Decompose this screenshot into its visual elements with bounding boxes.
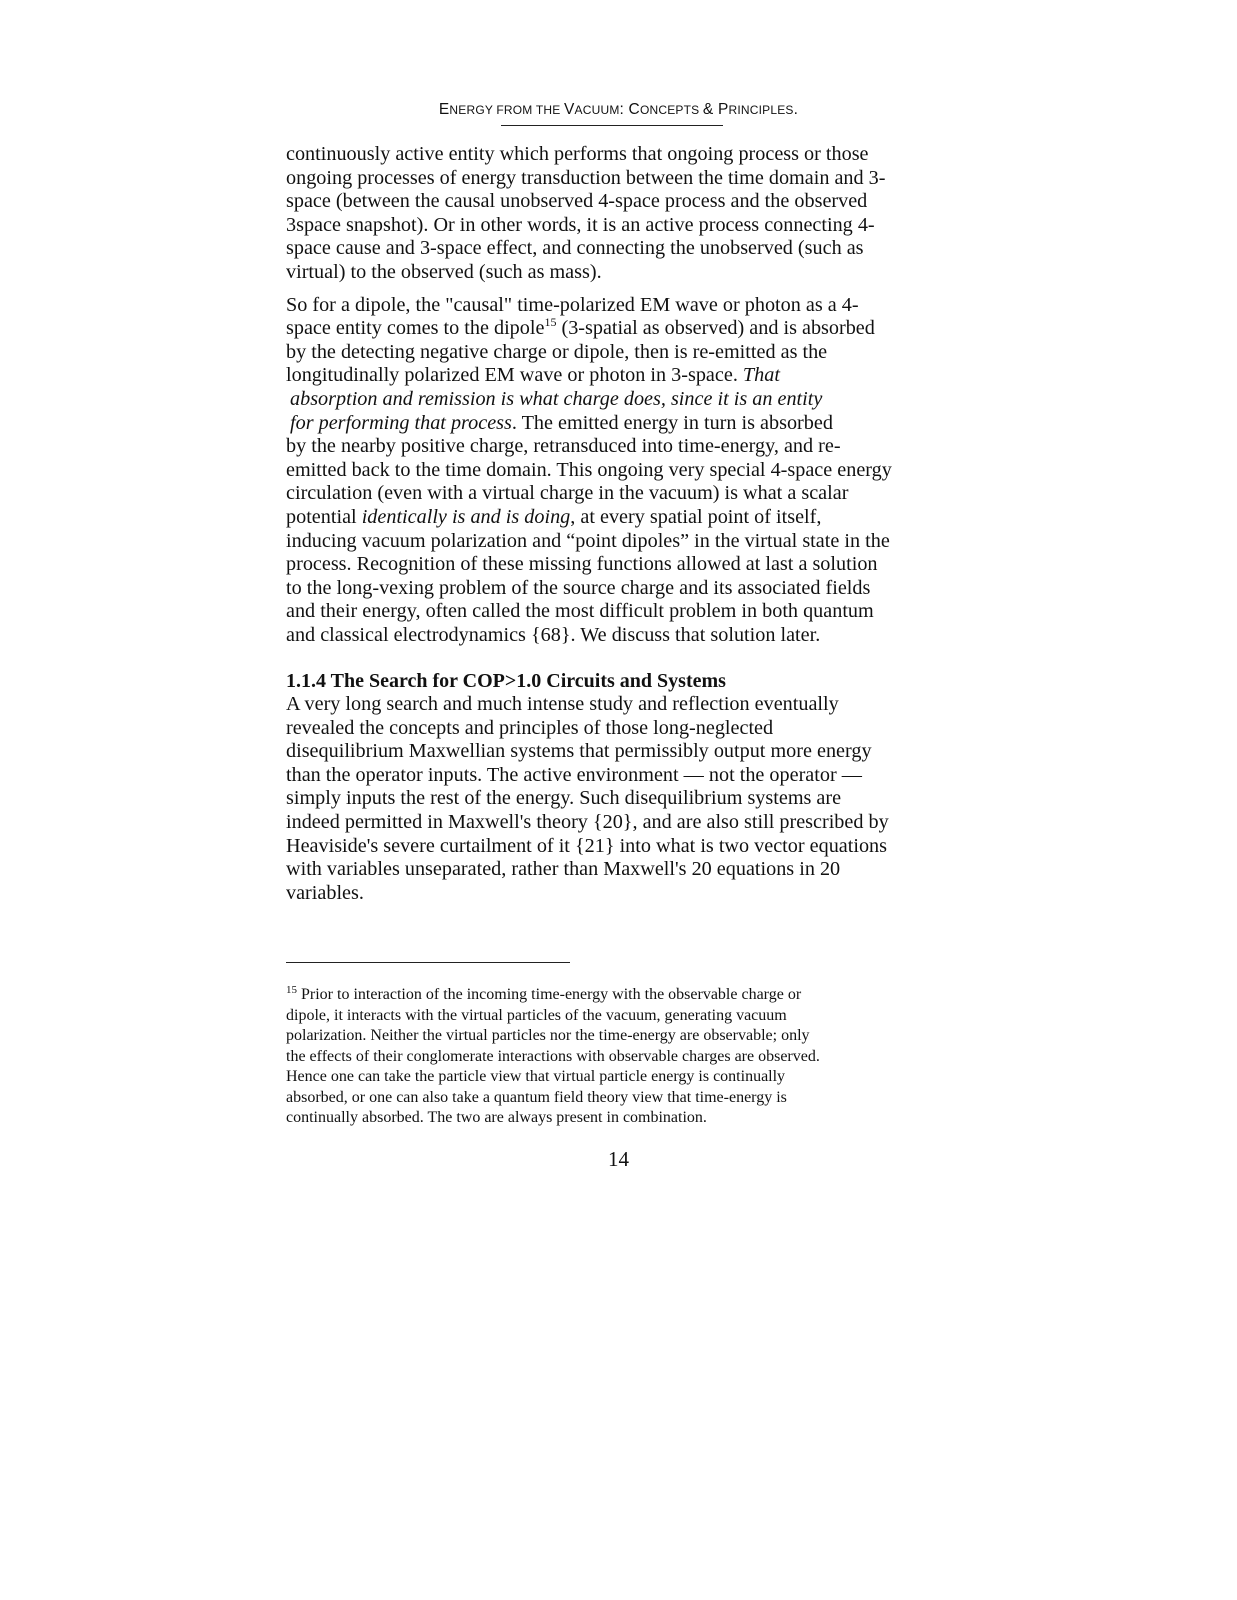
text-line: revealed the concepts and principles of those long-neglected	[286, 716, 774, 739]
text-line: to the long-vexing problem of the source charge and its associated fields	[286, 576, 871, 599]
header-part: ACUUM	[574, 103, 620, 117]
section-heading: 1.1.4 The Search for COP>1.0 Circuits and Systems	[286, 670, 726, 692]
italic-segment: That	[742, 364, 780, 387]
paragraph-2	[286, 294, 946, 648]
text-line: space cause and 3-space effect, and connecting the unobserved (such as	[286, 237, 864, 260]
text-segment: space entity comes to the dipole	[286, 317, 545, 340]
text-line: virtual) to the observed (such as mass).	[286, 260, 602, 283]
text-line: 3space snapshot). Or in other words, it is an active process connecting 4-	[286, 213, 875, 236]
text-line: variables.	[286, 881, 364, 904]
header-part: NERGY FROM THE	[449, 103, 564, 117]
text-segment: . The emitted energy in turn is absorbed	[511, 411, 833, 434]
footnote-reference: 15	[544, 315, 557, 330]
paragraph-1	[286, 143, 946, 285]
text-segment: potential	[286, 505, 362, 528]
text-line: process. Recognition of these missing functions allowed at last a solution	[286, 553, 878, 576]
italic-segment: identically is and is doing	[361, 505, 571, 528]
text-segment: Prior to interaction of the incoming time-energy with the observable charge or	[297, 986, 802, 1003]
header-part: :	[619, 101, 629, 118]
text-line: dipole, it interacts with the virtual particles of the vacuum, generating vacuum	[286, 1006, 787, 1024]
footnote-number: 15	[286, 984, 297, 996]
running-header	[0, 101, 1237, 119]
header-part: P	[717, 101, 729, 118]
text-line: continually absorbed. The two are always present in combination.	[286, 1109, 707, 1126]
text-line: by the detecting negative charge or dipole, then is re-emitted as the	[286, 340, 828, 363]
text-line: inducing vacuum polarization and “point dipoles” in the virtual state in the	[286, 529, 890, 552]
section-body	[286, 693, 946, 905]
text-line	[286, 412, 946, 436]
text-line: with variables unseparated, rather than Maxwell's 20 equations in 20	[286, 858, 841, 881]
text-line: ongoing processes of energy transduction between the time domain and 3-	[286, 166, 886, 189]
text-line: continuously active entity which performs that ongoing process or those	[286, 143, 869, 165]
header-part: V	[563, 101, 575, 118]
header-part: E	[438, 101, 450, 118]
text-line: and classical electrodynamics {68}. We discuss that solution later.	[286, 623, 821, 646]
header-part: .	[793, 101, 799, 118]
footnote-separator	[286, 962, 570, 963]
italic-segment: absorption and remission is what charge does, since it is an entity	[290, 387, 823, 410]
text-line: So for a dipole, the "causal" time-polarized EM wave or photon as a 4-	[286, 293, 859, 316]
text-line	[286, 506, 946, 530]
body-text	[286, 143, 946, 647]
text-line: and their energy, often called the most difficult problem in both quantum	[286, 600, 874, 623]
text-line: than the operator inputs. The active environment — not the operator —	[286, 763, 862, 786]
text-line	[286, 985, 946, 1006]
header-part: &	[702, 101, 718, 118]
text-segment: longitudinally polarized EM wave or photon in 3-space.	[286, 364, 743, 387]
header-part: ONCEPTS	[639, 103, 703, 117]
text-line: Heaviside's severe curtailment of it {21} into what is two vector equations	[286, 834, 888, 857]
italic-segment: for performing that process	[290, 411, 512, 434]
text-segment: (3-spatial as observed) and is absorbed	[556, 317, 875, 340]
header-rule	[501, 125, 723, 126]
text-line: the effects of their conglomerate interactions with observable charges are observed.	[286, 1047, 820, 1065]
text-line: circulation (even with a virtual charge in the vacuum) is what a scalar	[286, 482, 849, 505]
text-line	[286, 388, 946, 412]
text-line	[286, 317, 946, 341]
text-line: by the nearby positive charge, retransduced into time-energy, and re-	[286, 435, 841, 458]
text-line: simply inputs the rest of the energy. Such disequilibrium systems are	[286, 787, 842, 810]
header-part: C	[628, 101, 640, 118]
footnote-15	[286, 985, 946, 1129]
text-line	[286, 364, 946, 388]
text-line: emitted back to the time domain. This ongoing very special 4-space energy	[286, 458, 892, 481]
text-line: absorbed, or one can also take a quantum field theory view that time-energy is	[286, 1088, 787, 1106]
text-segment: , at every spatial point of itself,	[570, 505, 822, 528]
text-line: indeed permitted in Maxwell's theory {20}, and are also still prescribed by	[286, 810, 889, 833]
text-line: A very long search and much intense study and reflection eventually	[286, 693, 839, 715]
page-number: 14	[608, 1147, 629, 1171]
text-line: Hence one can take the particle view that virtual particle energy is continually	[286, 1068, 786, 1085]
text-line: space (between the causal unobserved 4-space process and the observed	[286, 190, 868, 213]
text-line: polarization. Neither the virtual particles nor the time-energy are observable; only	[286, 1027, 810, 1044]
header-part: RINCIPLES	[728, 103, 794, 117]
text-line: disequilibrium Maxwellian systems that permissibly output more energy	[286, 740, 872, 763]
